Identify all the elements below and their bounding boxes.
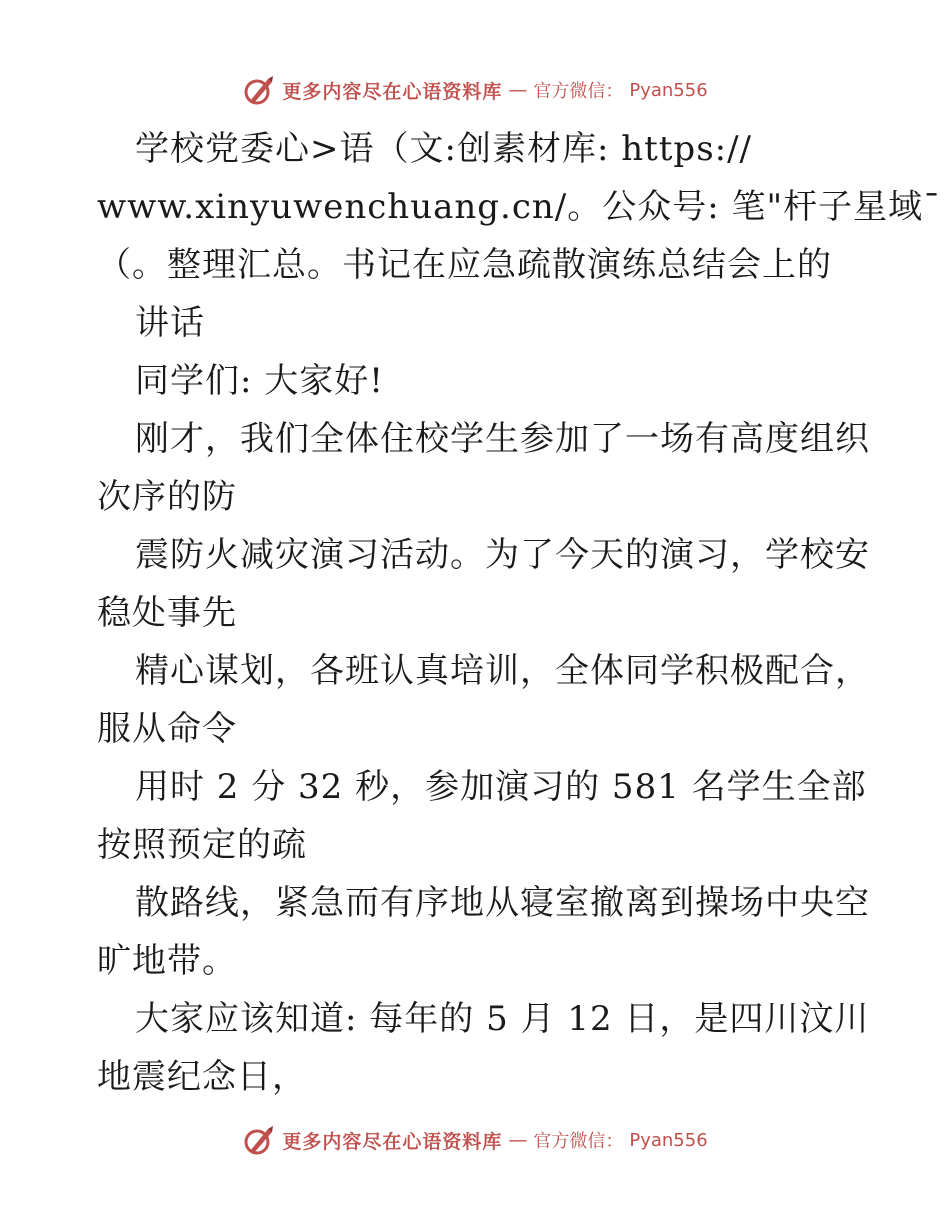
text-line: 次序的防 xyxy=(97,477,237,517)
text-line: 刚才，我们全体住校学生参加了一场有高度组织 xyxy=(135,419,870,459)
text-line: 地震纪念日， xyxy=(97,1057,307,1097)
text-line: 大家应该知道: 每年的 5 月 12 日，是四川汶川 xyxy=(135,999,870,1039)
text-line: （。整理汇总。书记在应急疏散演练总结会上的 xyxy=(97,245,832,285)
text-line: www.xinyuwenchuang.cn/。公众号: 笔"杆子星域¯ xyxy=(97,187,942,227)
text-line: 旷地带。 xyxy=(97,941,237,981)
text-line: 讲话 xyxy=(135,303,205,343)
text-line: 按照预定的疏 xyxy=(97,825,307,865)
header-banner xyxy=(0,70,950,110)
footer-banner xyxy=(0,1120,950,1160)
banner-wechat-label: 官方微信： xyxy=(533,1131,624,1152)
text-line: 学校党委心>语（文:创素材库: https:// xyxy=(135,129,753,169)
text-line: 精心谋划，各班认真培训，全体同学积极配合， xyxy=(135,651,870,691)
text-line: 用时 2 分 32 秒，参加演习的 581 名学生全部 xyxy=(135,767,867,807)
banner-wechat-id: Pyan556 xyxy=(629,1129,708,1151)
text-line: 震防火减灾演习活动。为了今天的演习，学校安 xyxy=(135,535,870,575)
banner-wechat-label: 官方微信： xyxy=(533,81,624,102)
text-line: 散路线，紧急而有序地从寝室撤离到操场中央空 xyxy=(135,883,870,923)
pen-logo-icon xyxy=(242,73,276,107)
text-line: 服从命令 xyxy=(97,709,237,749)
banner-main-text: 更多内容尽在心语资料库 xyxy=(282,80,503,103)
text-line: 同学们: 大家好! xyxy=(135,361,384,401)
document-body xyxy=(97,120,942,1106)
banner-dash: — xyxy=(508,79,528,101)
banner-dash: — xyxy=(508,1129,528,1151)
banner-wechat-id: Pyan556 xyxy=(629,79,708,101)
text-line: 稳处事先 xyxy=(97,593,237,633)
pen-logo-icon xyxy=(242,1123,276,1157)
banner-main-text: 更多内容尽在心语资料库 xyxy=(282,1130,503,1153)
